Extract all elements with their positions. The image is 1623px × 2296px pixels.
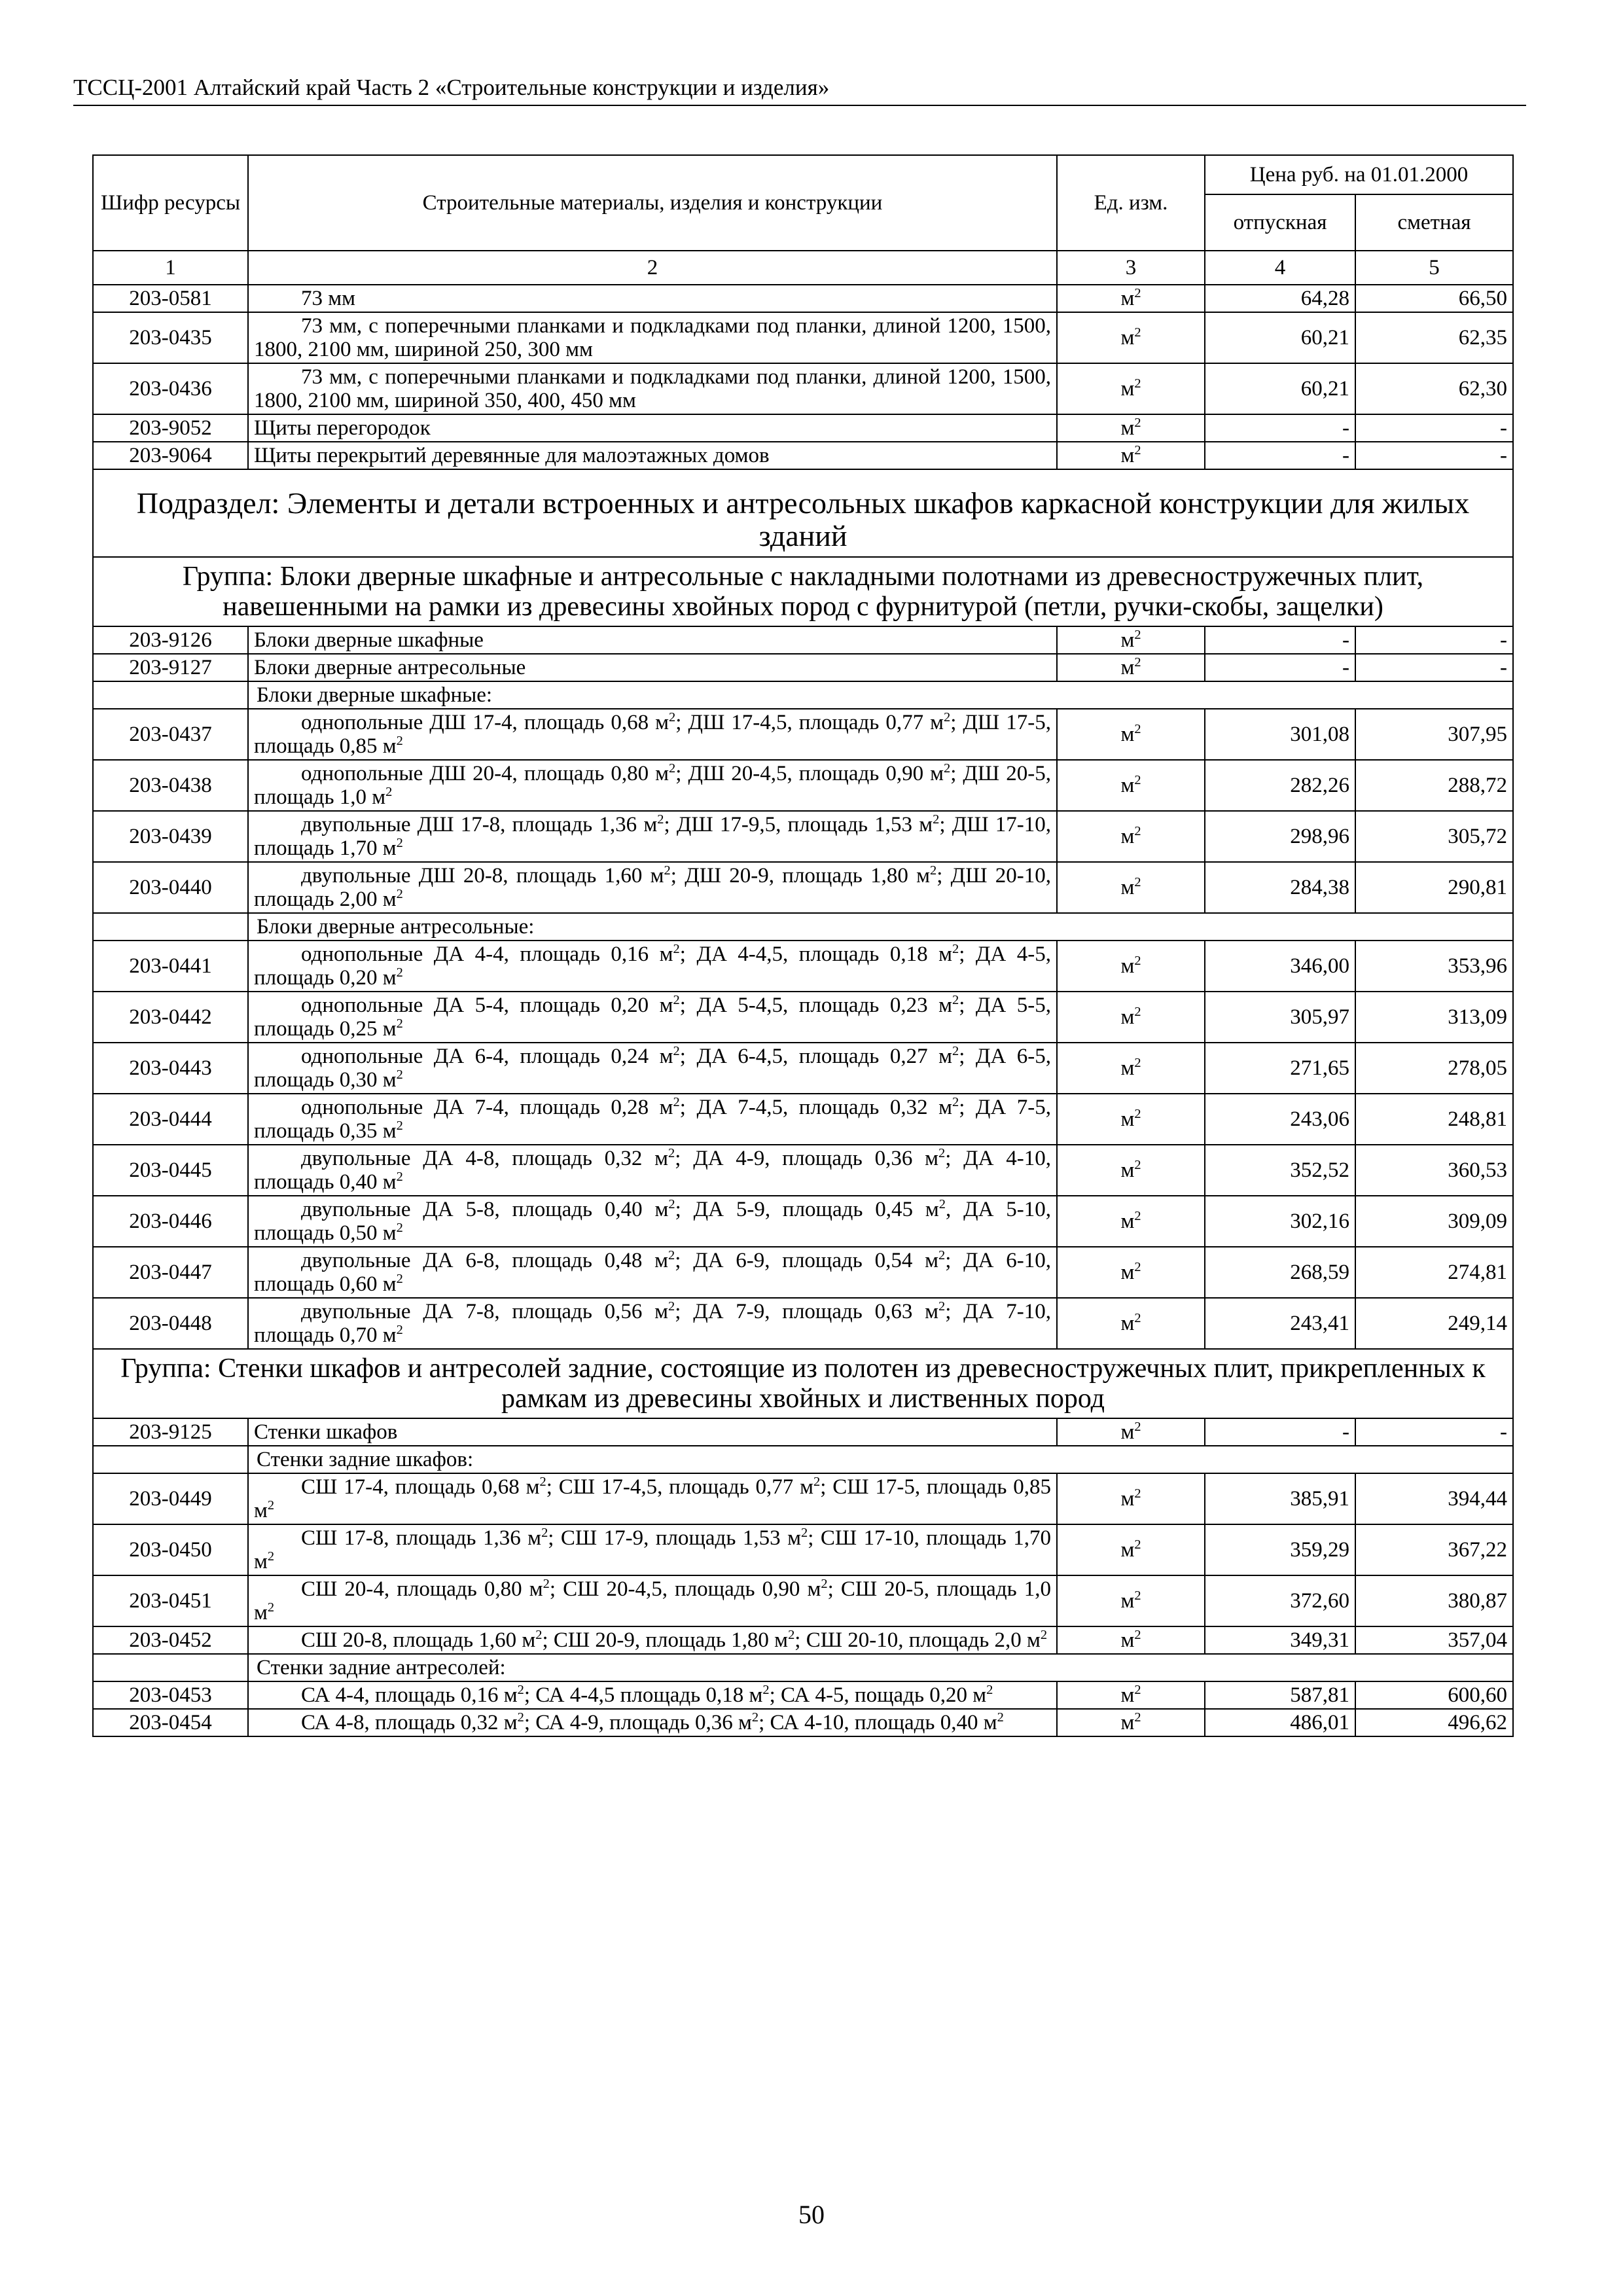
estimate-price: 249,14 [1355, 1298, 1513, 1349]
release-price: 60,21 [1205, 363, 1355, 414]
unit-cell: $м^2$ [1057, 1247, 1205, 1298]
estimate-price: 62,30 [1355, 363, 1513, 414]
unit-cell: $м^2$ [1057, 1626, 1205, 1654]
unit-cell: $м^2$ [1057, 654, 1205, 681]
item-name: двупольные ДШ 20-8, площадь 1,60 $м^2$; ДШ 20-9, площадь 1,80 $м^2$; ДШ 20-10, площадь 2,00 $м^2$ [248, 862, 1057, 913]
item-name: 73 мм, с поперечными планками и подкладками под планки, длиной 1200, 1500, 1800, 2100 мм, шириной 350, 400, 450 мм [248, 363, 1057, 414]
release-price: 359,29 [1205, 1524, 1355, 1575]
resource-code: 203-0444 [93, 1094, 248, 1145]
resource-code: 203-0438 [93, 760, 248, 811]
resource-code: 203-0435 [93, 312, 248, 363]
estimate-price: 353,96 [1355, 941, 1513, 992]
header-release-price: отпускная [1205, 194, 1355, 251]
estimate-price: 313,09 [1355, 992, 1513, 1043]
release-price: - [1205, 442, 1355, 469]
section-title: Подраздел: Элементы и детали встроенных и антресольных шкафов каркасной конструкции для жилых зданий [93, 469, 1513, 557]
resource-code: 203-0581 [93, 285, 248, 312]
empty-code-cell [93, 1446, 248, 1473]
group-title: Группа: Блоки дверные шкафные и антресольные с накладными полотнами из древесностружечных плит, навешенными на рамки из древесины хвойных пород с фурнитурой (петли, ручки-скобы, защелки) [93, 557, 1513, 626]
release-price: - [1205, 414, 1355, 442]
unit-cell: $м^2$ [1057, 709, 1205, 760]
item-name: СШ 17-4, площадь 0,68 $м^2$; СШ 17-4,5, площадь 0,77 $м^2$; СШ 17-5, площадь 0,85 $м^2$ [248, 1473, 1057, 1524]
running-header: ТССЦ-2001 Алтайский край Часть 2 «Строительные конструкции и изделия» [73, 73, 1526, 106]
resource-code: 203-0453 [93, 1681, 248, 1709]
subheading-row [93, 1446, 1513, 1473]
unit-cell: $м^2$ [1057, 1524, 1205, 1575]
estimate-price: - [1355, 626, 1513, 654]
unit-cell: $м^2$ [1057, 414, 1205, 442]
table-row [93, 1524, 1513, 1575]
table-row [93, 811, 1513, 862]
table-row [93, 1418, 1513, 1446]
item-name: двупольные ДА 5-8, площадь 0,40 $м^2$; ДА 5-9, площадь 0,45 $м^2$, ДА 5-10, площадь 0,50 $м^2$ [248, 1196, 1057, 1247]
group-row [93, 557, 1513, 626]
estimate-price: 274,81 [1355, 1247, 1513, 1298]
price-table [92, 154, 1514, 1737]
release-price: 60,21 [1205, 312, 1355, 363]
table-row [93, 1709, 1513, 1736]
table-row [93, 941, 1513, 992]
item-name: СШ 20-8, площадь 1,60 $м^2$; СШ 20-9, площадь 1,80 $м^2$; СШ 20-10, площадь 2,0 $м^2$ [248, 1626, 1057, 1654]
estimate-price: 66,50 [1355, 285, 1513, 312]
item-name: СА 4-8, площадь 0,32 $м^2$; СА 4-9, площадь 0,36 $м^2$; СА 4-10, площадь 0,40 $м^2$ [248, 1709, 1057, 1736]
estimate-price: 360,53 [1355, 1145, 1513, 1196]
table-row [93, 760, 1513, 811]
group-row [93, 1349, 1513, 1418]
estimate-price: 290,81 [1355, 862, 1513, 913]
estimate-price: 496,62 [1355, 1709, 1513, 1736]
subheading-text: Стенки задние антресолей: [248, 1654, 1513, 1681]
item-name: 73 мм, с поперечными планками и подкладками под планки, длиной 1200, 1500, 1800, 2100 мм, шириной 250, 300 мм [248, 312, 1057, 363]
estimate-price: 305,72 [1355, 811, 1513, 862]
resource-code: 203-9126 [93, 626, 248, 654]
table-row [93, 992, 1513, 1043]
estimate-price: 600,60 [1355, 1681, 1513, 1709]
table-row [93, 1575, 1513, 1626]
release-price: 305,97 [1205, 992, 1355, 1043]
unit-cell: $м^2$ [1057, 312, 1205, 363]
item-name: однопольные ДА 4-4, площадь 0,16 $м^2$; ДА 4-4,5, площадь 0,18 $м^2$; ДА 4-5, площадь 0,20 $м^2$ [248, 941, 1057, 992]
release-price: 486,01 [1205, 1709, 1355, 1736]
resource-code: 203-0443 [93, 1043, 248, 1094]
item-name: однопольные ДА 6-4, площадь 0,24 $м^2$; ДА 6-4,5, площадь 0,27 $м^2$; ДА 6-5, площадь 0,30 $м^2$ [248, 1043, 1057, 1094]
header-number-4: 4 [1205, 251, 1355, 285]
release-price: 352,52 [1205, 1145, 1355, 1196]
item-name: Щиты перекрытий деревянные для малоэтажных домов [248, 442, 1057, 469]
page-number: 50 [798, 2200, 825, 2229]
table-row [93, 363, 1513, 414]
resource-code: 203-9052 [93, 414, 248, 442]
resource-code: 203-9125 [93, 1418, 248, 1446]
release-price: 268,59 [1205, 1247, 1355, 1298]
release-price: - [1205, 1418, 1355, 1446]
resource-code: 203-0436 [93, 363, 248, 414]
unit-cell: $м^2$ [1057, 941, 1205, 992]
resource-code: 203-0445 [93, 1145, 248, 1196]
header-code: Шифр ресурсы [93, 155, 248, 251]
header-number-1: 1 [93, 251, 248, 285]
estimate-price: - [1355, 442, 1513, 469]
release-price: 301,08 [1205, 709, 1355, 760]
resource-code: 203-0442 [93, 992, 248, 1043]
item-name: двупольные ДА 6-8, площадь 0,48 $м^2$; ДА 6-9, площадь 0,54 $м^2$; ДА 6-10, площадь 0,60 $м^2$ [248, 1247, 1057, 1298]
item-name: 73 мм [248, 285, 1057, 312]
resource-code: 203-0452 [93, 1626, 248, 1654]
resource-code: 203-0440 [93, 862, 248, 913]
header-name: Строительные материалы, изделия и конструкции [248, 155, 1057, 251]
subheading-text: Блоки дверные шкафные: [248, 681, 1513, 709]
estimate-price: - [1355, 1418, 1513, 1446]
header-number-2: 2 [248, 251, 1057, 285]
unit-cell: $м^2$ [1057, 1094, 1205, 1145]
item-name: Стенки шкафов [248, 1418, 1057, 1446]
release-price: - [1205, 654, 1355, 681]
resource-code: 203-0439 [93, 811, 248, 862]
header-number-5: 5 [1355, 251, 1513, 285]
release-price: 243,41 [1205, 1298, 1355, 1349]
table-row [93, 626, 1513, 654]
table-row [93, 654, 1513, 681]
release-price: 282,26 [1205, 760, 1355, 811]
unit-cell: $м^2$ [1057, 811, 1205, 862]
subheading-text: Стенки задние шкафов: [248, 1446, 1513, 1473]
item-name: однопольные ДШ 20-4, площадь 0,80 $м^2$; ДШ 20-4,5, площадь 0,90 $м^2$; ДШ 20-5, площадь 1,0 $м^2$ [248, 760, 1057, 811]
estimate-price: 62,35 [1355, 312, 1513, 363]
item-name: Блоки дверные шкафные [248, 626, 1057, 654]
estimate-price: 394,44 [1355, 1473, 1513, 1524]
table-row [93, 862, 1513, 913]
resource-code: 203-0441 [93, 941, 248, 992]
release-price: 243,06 [1205, 1094, 1355, 1145]
table-row [93, 1681, 1513, 1709]
resource-code: 203-0451 [93, 1575, 248, 1626]
unit-cell: $м^2$ [1057, 442, 1205, 469]
header-unit: Ед. изм. [1057, 155, 1205, 251]
header-number-3: 3 [1057, 251, 1205, 285]
resource-code: 203-0437 [93, 709, 248, 760]
unit-cell: $м^2$ [1057, 862, 1205, 913]
table-row [93, 285, 1513, 312]
table-row [93, 414, 1513, 442]
release-price: - [1205, 626, 1355, 654]
release-price: 587,81 [1205, 1681, 1355, 1709]
table-row [93, 442, 1513, 469]
unit-cell: $м^2$ [1057, 1575, 1205, 1626]
unit-cell: $м^2$ [1057, 363, 1205, 414]
table-body [93, 285, 1513, 1736]
unit-cell: $м^2$ [1057, 1145, 1205, 1196]
unit-cell: $м^2$ [1057, 285, 1205, 312]
estimate-price: 278,05 [1355, 1043, 1513, 1094]
release-price: 349,31 [1205, 1626, 1355, 1654]
unit-cell: $м^2$ [1057, 1196, 1205, 1247]
unit-cell: $м^2$ [1057, 1473, 1205, 1524]
unit-cell: $м^2$ [1057, 1681, 1205, 1709]
estimate-price: 357,04 [1355, 1626, 1513, 1654]
empty-code-cell [93, 1654, 248, 1681]
item-name: однопольные ДА 7-4, площадь 0,28 $м^2$; ДА 7-4,5, площадь 0,32 $м^2$; ДА 7-5, площадь 0,35 $м^2$ [248, 1094, 1057, 1145]
subheading-row [93, 913, 1513, 941]
table-row [93, 1043, 1513, 1094]
subheading-row [93, 681, 1513, 709]
estimate-price: 309,09 [1355, 1196, 1513, 1247]
estimate-price: 307,95 [1355, 709, 1513, 760]
item-name: СШ 17-8, площадь 1,36 $м^2$; СШ 17-9, площадь 1,53 $м^2$; СШ 17-10, площадь 1,70 $м^2$ [248, 1524, 1057, 1575]
estimate-price: 288,72 [1355, 760, 1513, 811]
table-row [93, 1298, 1513, 1349]
unit-cell: $м^2$ [1057, 760, 1205, 811]
table-row [93, 1145, 1513, 1196]
estimate-price: 248,81 [1355, 1094, 1513, 1145]
release-price: 385,91 [1205, 1473, 1355, 1524]
unit-cell: $м^2$ [1057, 1298, 1205, 1349]
release-price: 346,00 [1205, 941, 1355, 992]
item-name: СА 4-4, площадь 0,16 $м^2$; СА 4-4,5 площадь 0,18 $м^2$; СА 4-5, пощадь 0,20 $м^2$ [248, 1681, 1057, 1709]
item-name: двупольные ДШ 17-8, площадь 1,36 $м^2$; ДШ 17-9,5, площадь 1,53 $м^2$; ДШ 17-10, площадь 1,70 $м^2$ [248, 811, 1057, 862]
unit-cell: $м^2$ [1057, 992, 1205, 1043]
table-row [93, 312, 1513, 363]
item-name: Щиты перегородок [248, 414, 1057, 442]
empty-code-cell [93, 681, 248, 709]
table-row [93, 1094, 1513, 1145]
subheading-text: Блоки дверные антресольные: [248, 913, 1513, 941]
item-name: двупольные ДА 7-8, площадь 0,56 $м^2$; ДА 7-9, площадь 0,63 $м^2$; ДА 7-10, площадь 0,70 $м^2$ [248, 1298, 1057, 1349]
unit-cell: $м^2$ [1057, 626, 1205, 654]
subheading-row [93, 1654, 1513, 1681]
unit-cell: $м^2$ [1057, 1418, 1205, 1446]
item-name: однопольные ДШ 17-4, площадь 0,68 $м^2$; ДШ 17-4,5, площадь 0,77 $м^2$; ДШ 17-5, площадь 0,85 $м^2$ [248, 709, 1057, 760]
release-price: 64,28 [1205, 285, 1355, 312]
resource-code: 203-9127 [93, 654, 248, 681]
table-row [93, 1473, 1513, 1524]
resource-code: 203-0454 [93, 1709, 248, 1736]
resource-code: 203-9064 [93, 442, 248, 469]
resource-code: 203-0450 [93, 1524, 248, 1575]
resource-code: 203-0449 [93, 1473, 248, 1524]
section-row [93, 469, 1513, 557]
table-row [93, 1196, 1513, 1247]
item-name: двупольные ДА 4-8, площадь 0,32 $м^2$; ДА 4-9, площадь 0,36 $м^2$; ДА 4-10, площадь 0,40 $м^2$ [248, 1145, 1057, 1196]
estimate-price: - [1355, 654, 1513, 681]
release-price: 372,60 [1205, 1575, 1355, 1626]
item-name: однопольные ДА 5-4, площадь 0,20 $м^2$; ДА 5-4,5, площадь 0,23 $м^2$; ДА 5-5, площадь 0,25 $м^2$ [248, 992, 1057, 1043]
estimate-price: 380,87 [1355, 1575, 1513, 1626]
release-price: 271,65 [1205, 1043, 1355, 1094]
unit-cell: $м^2$ [1057, 1709, 1205, 1736]
table-row [93, 1626, 1513, 1654]
table-row [93, 709, 1513, 760]
release-price: 284,38 [1205, 862, 1355, 913]
resource-code: 203-0447 [93, 1247, 248, 1298]
header-price-group: Цена руб. на 01.01.2000 [1205, 155, 1513, 194]
empty-code-cell [93, 913, 248, 941]
group-title: Группа: Стенки шкафов и антресолей задние, состоящие из полотен из древесностружечных плит, прикрепленных к рамкам из древесины хвойных и лиственных пород [93, 1349, 1513, 1418]
estimate-price: 367,22 [1355, 1524, 1513, 1575]
estimate-price: - [1355, 414, 1513, 442]
release-price: 302,16 [1205, 1196, 1355, 1247]
resource-code: 203-0446 [93, 1196, 248, 1247]
item-name: Блоки дверные антресольные [248, 654, 1057, 681]
release-price: 298,96 [1205, 811, 1355, 862]
header-estimate-price: сметная [1355, 194, 1513, 251]
unit-cell: $м^2$ [1057, 1043, 1205, 1094]
item-name: СШ 20-4, площадь 0,80 $м^2$; СШ 20-4,5, площадь 0,90 $м^2$; СШ 20-5, площадь 1,0 $м^2$ [248, 1575, 1057, 1626]
resource-code: 203-0448 [93, 1298, 248, 1349]
table-row [93, 1247, 1513, 1298]
